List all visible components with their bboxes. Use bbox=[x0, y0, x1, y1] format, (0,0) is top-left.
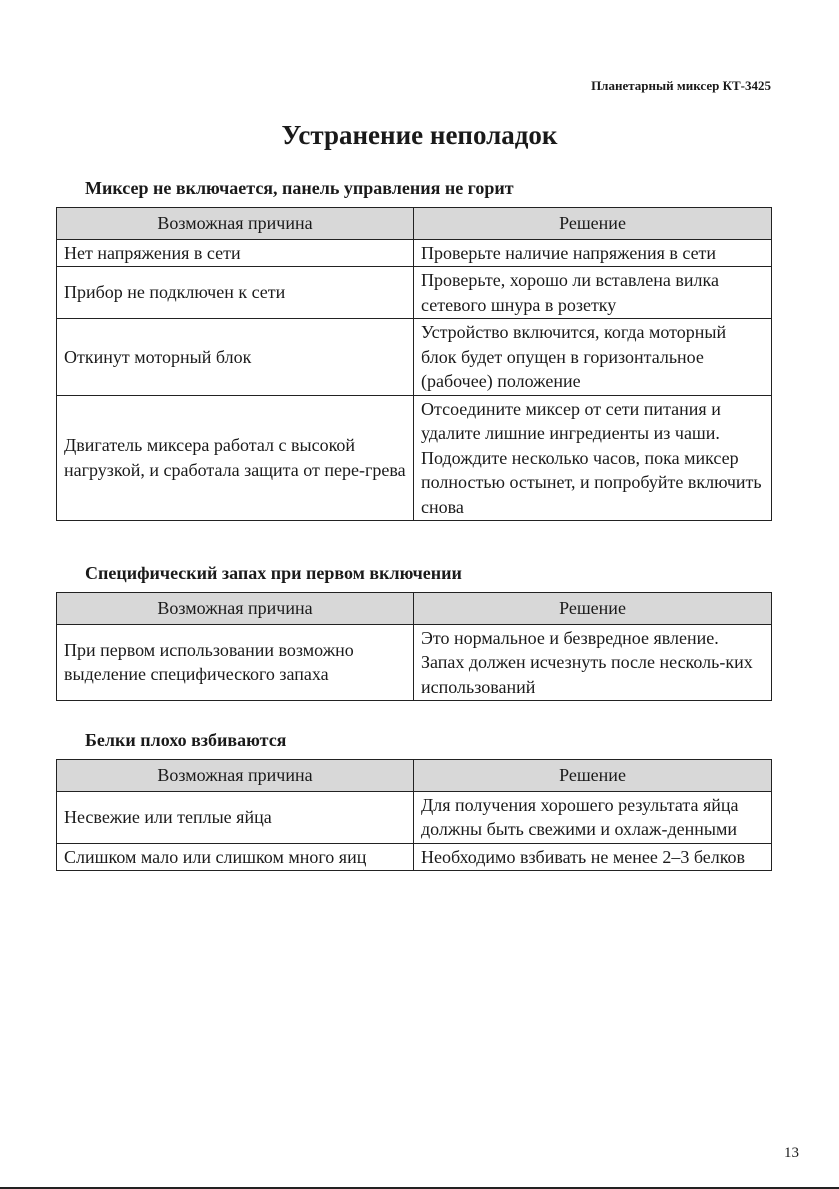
cause-cell: Несвежие или теплые яйца bbox=[57, 791, 414, 843]
solution-cell: Для получения хорошего результата яйца должны быть свежими и охлаж-денными bbox=[414, 791, 772, 843]
troubleshooting-section-egg-whites bbox=[56, 729, 771, 871]
solution-cell: Это нормальное и безвредное явление. Запах должен исчезнуть после несколь-ких использований bbox=[414, 624, 772, 701]
column-header-solution: Решение bbox=[414, 593, 772, 625]
cause-cell: Нет напряжения в сети bbox=[57, 239, 414, 267]
troubleshooting-section-no-power bbox=[56, 177, 771, 521]
section-title: Специфический запах при первом включении bbox=[85, 563, 462, 583]
troubleshooting-table bbox=[56, 759, 772, 871]
table-header-row bbox=[57, 208, 772, 240]
solution-cell: Необходимо взбивать не менее 2–3 белков bbox=[414, 843, 772, 871]
table-row bbox=[57, 239, 772, 267]
running-header: Планетарный миксер КТ-3425 bbox=[591, 78, 771, 93]
table-row bbox=[57, 624, 772, 701]
troubleshooting-table bbox=[56, 207, 772, 521]
table-row bbox=[57, 319, 772, 396]
cause-cell: Откинут моторный блок bbox=[57, 319, 414, 396]
cause-cell: Прибор не подключен к сети bbox=[57, 267, 414, 319]
solution-cell: Проверьте, хорошо ли вставлена вилка сетевого шнура в розетку bbox=[414, 267, 772, 319]
table-header-row bbox=[57, 760, 772, 792]
solution-cell: Устройство включится, когда моторный блок будет опущен в горизонтальное (рабочее) положение bbox=[414, 319, 772, 396]
table-row bbox=[57, 395, 772, 521]
page-number: 13 bbox=[784, 1145, 799, 1161]
solution-cell: Проверьте наличие напряжения в сети bbox=[414, 239, 772, 267]
column-header-cause: Возможная причина bbox=[57, 593, 414, 625]
troubleshooting-table bbox=[56, 592, 772, 701]
section-title: Миксер не включается, панель управления не горит bbox=[85, 178, 514, 198]
solution-cell: Отсоедините миксер от сети питания и удалите лишние ингредиенты из чаши. Подождите несколько часов, пока миксер полностью остынет, и попробуйте включить снова bbox=[414, 395, 772, 521]
table-header-row bbox=[57, 593, 772, 625]
column-header-cause: Возможная причина bbox=[57, 208, 414, 240]
section-title: Белки плохо взбиваются bbox=[85, 730, 287, 750]
table-row bbox=[57, 791, 772, 843]
column-header-cause: Возможная причина bbox=[57, 760, 414, 792]
troubleshooting-section-odor bbox=[56, 562, 771, 701]
table-row bbox=[57, 267, 772, 319]
table-row bbox=[57, 843, 772, 871]
column-header-solution: Решение bbox=[414, 208, 772, 240]
cause-cell: При первом использовании возможно выделение специфического запаха bbox=[57, 624, 414, 701]
page-title: Устранение неполадок bbox=[281, 120, 558, 150]
cause-cell: Слишком мало или слишком много яиц bbox=[57, 843, 414, 871]
column-header-solution: Решение bbox=[414, 760, 772, 792]
cause-cell: Двигатель миксера работал с высокой нагрузкой, и сработала защита от пере-грева bbox=[57, 395, 414, 521]
